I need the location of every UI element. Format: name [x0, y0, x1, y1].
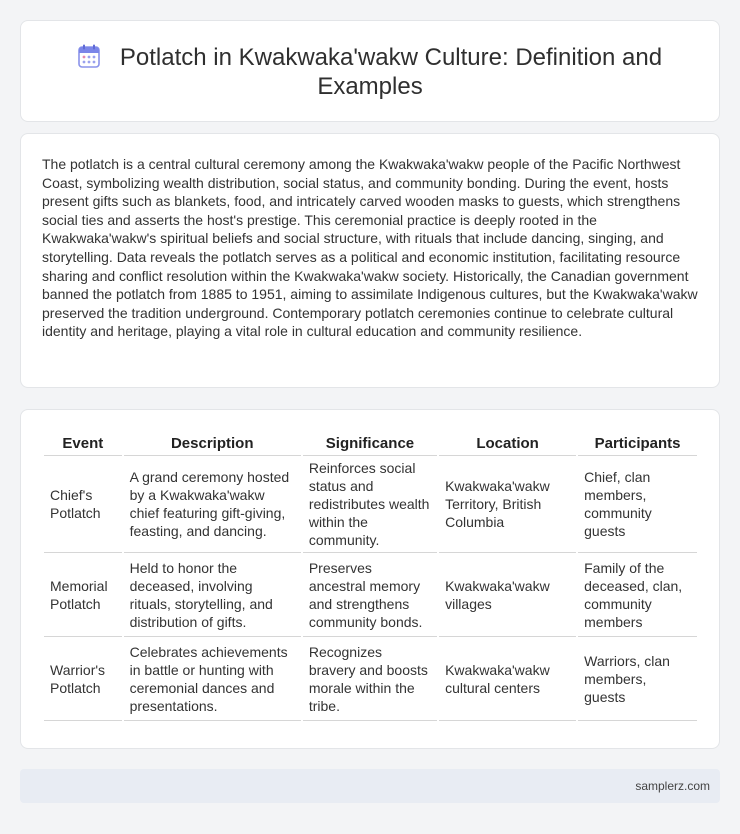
title-wrap — [21, 43, 719, 101]
column-header-description: Description — [124, 432, 301, 456]
cell-location: Kwakwaka'wakw cultural centers — [439, 637, 576, 721]
table-header-row — [44, 432, 697, 456]
calendar-icon — [78, 44, 100, 68]
cell-location: Kwakwaka'wakw Territory, British Columbia — [439, 456, 576, 553]
intro-paragraph: The potlatch is a central cultural ceremony among the Kwakwaka'wakw people of the Pacific Northwest Coast, symbolizing wealth distribution, social status, and community bonding. During the event, hosts present gifts such as blankets, food, and intricately carved wooden masks to guests, which strengthens social ties and asserts the host's prestige. This ceremonial practice is deeply rooted in the Kwakwaka'wakw's spiritual beliefs and social structure, with rituals that include dancing, singing, and storytelling. Data reveals the potlatch serves as a political and economic institution, facilitating resource sharing and conflict resolution within the Kwakwaka'wakw society. Historically, the Canadian government banned the potlatch from 1885 to 1951, aiming to assimilate Indigenous cultures, but the Kwakwaka'wakw preserved the tradition underground. Contemporary potlatch ceremonies continue to celebrate cultural identity and heritage, playing a vital role in cultural education and community resilience. — [42, 156, 698, 340]
cell-significance: Recognizes bravery and boosts morale within the tribe. — [303, 637, 437, 721]
cell-description: Celebrates achievements in battle or hunting with ceremonial dances and presentations. — [124, 637, 301, 721]
cell-event: Warrior's Potlatch — [44, 637, 122, 721]
cell-participants: Family of the deceased, clan, community members — [578, 553, 697, 637]
table-row — [44, 456, 697, 553]
column-header-participants: Participants — [578, 432, 697, 456]
table-row — [44, 553, 697, 637]
cell-location: Kwakwaka'wakw villages — [439, 553, 576, 637]
cell-participants: Warriors, clan members, guests — [578, 637, 697, 721]
title-card — [20, 20, 720, 122]
events-table — [42, 432, 699, 721]
page-title: Potlatch in Kwakwaka'wakw Culture: Definition and Examples — [119, 44, 663, 100]
column-header-location: Location — [439, 432, 576, 456]
cell-event: Memorial Potlatch — [44, 553, 122, 637]
cell-participants: Chief, clan members, community guests — [578, 456, 697, 553]
cell-description: A grand ceremony hosted by a Kwakwaka'wakw chief featuring gift-giving, feasting, and dancing. — [124, 456, 301, 553]
column-header-significance: Significance — [303, 432, 437, 456]
table-row — [44, 637, 697, 721]
cell-significance: Reinforces social status and redistributes wealth within the community. — [303, 456, 437, 553]
cell-description: Held to honor the deceased, involving rituals, storytelling, and distribution of gifts. — [124, 553, 301, 637]
cell-event: Chief's Potlatch — [44, 456, 122, 553]
table-card — [20, 409, 720, 749]
column-header-event: Event — [44, 432, 122, 456]
cell-significance: Preserves ancestral memory and strengthens community bonds. — [303, 553, 437, 637]
footer-site-link[interactable]: samplerz.com — [635, 779, 710, 793]
footer-bar — [20, 769, 720, 803]
intro-card — [20, 133, 720, 388]
